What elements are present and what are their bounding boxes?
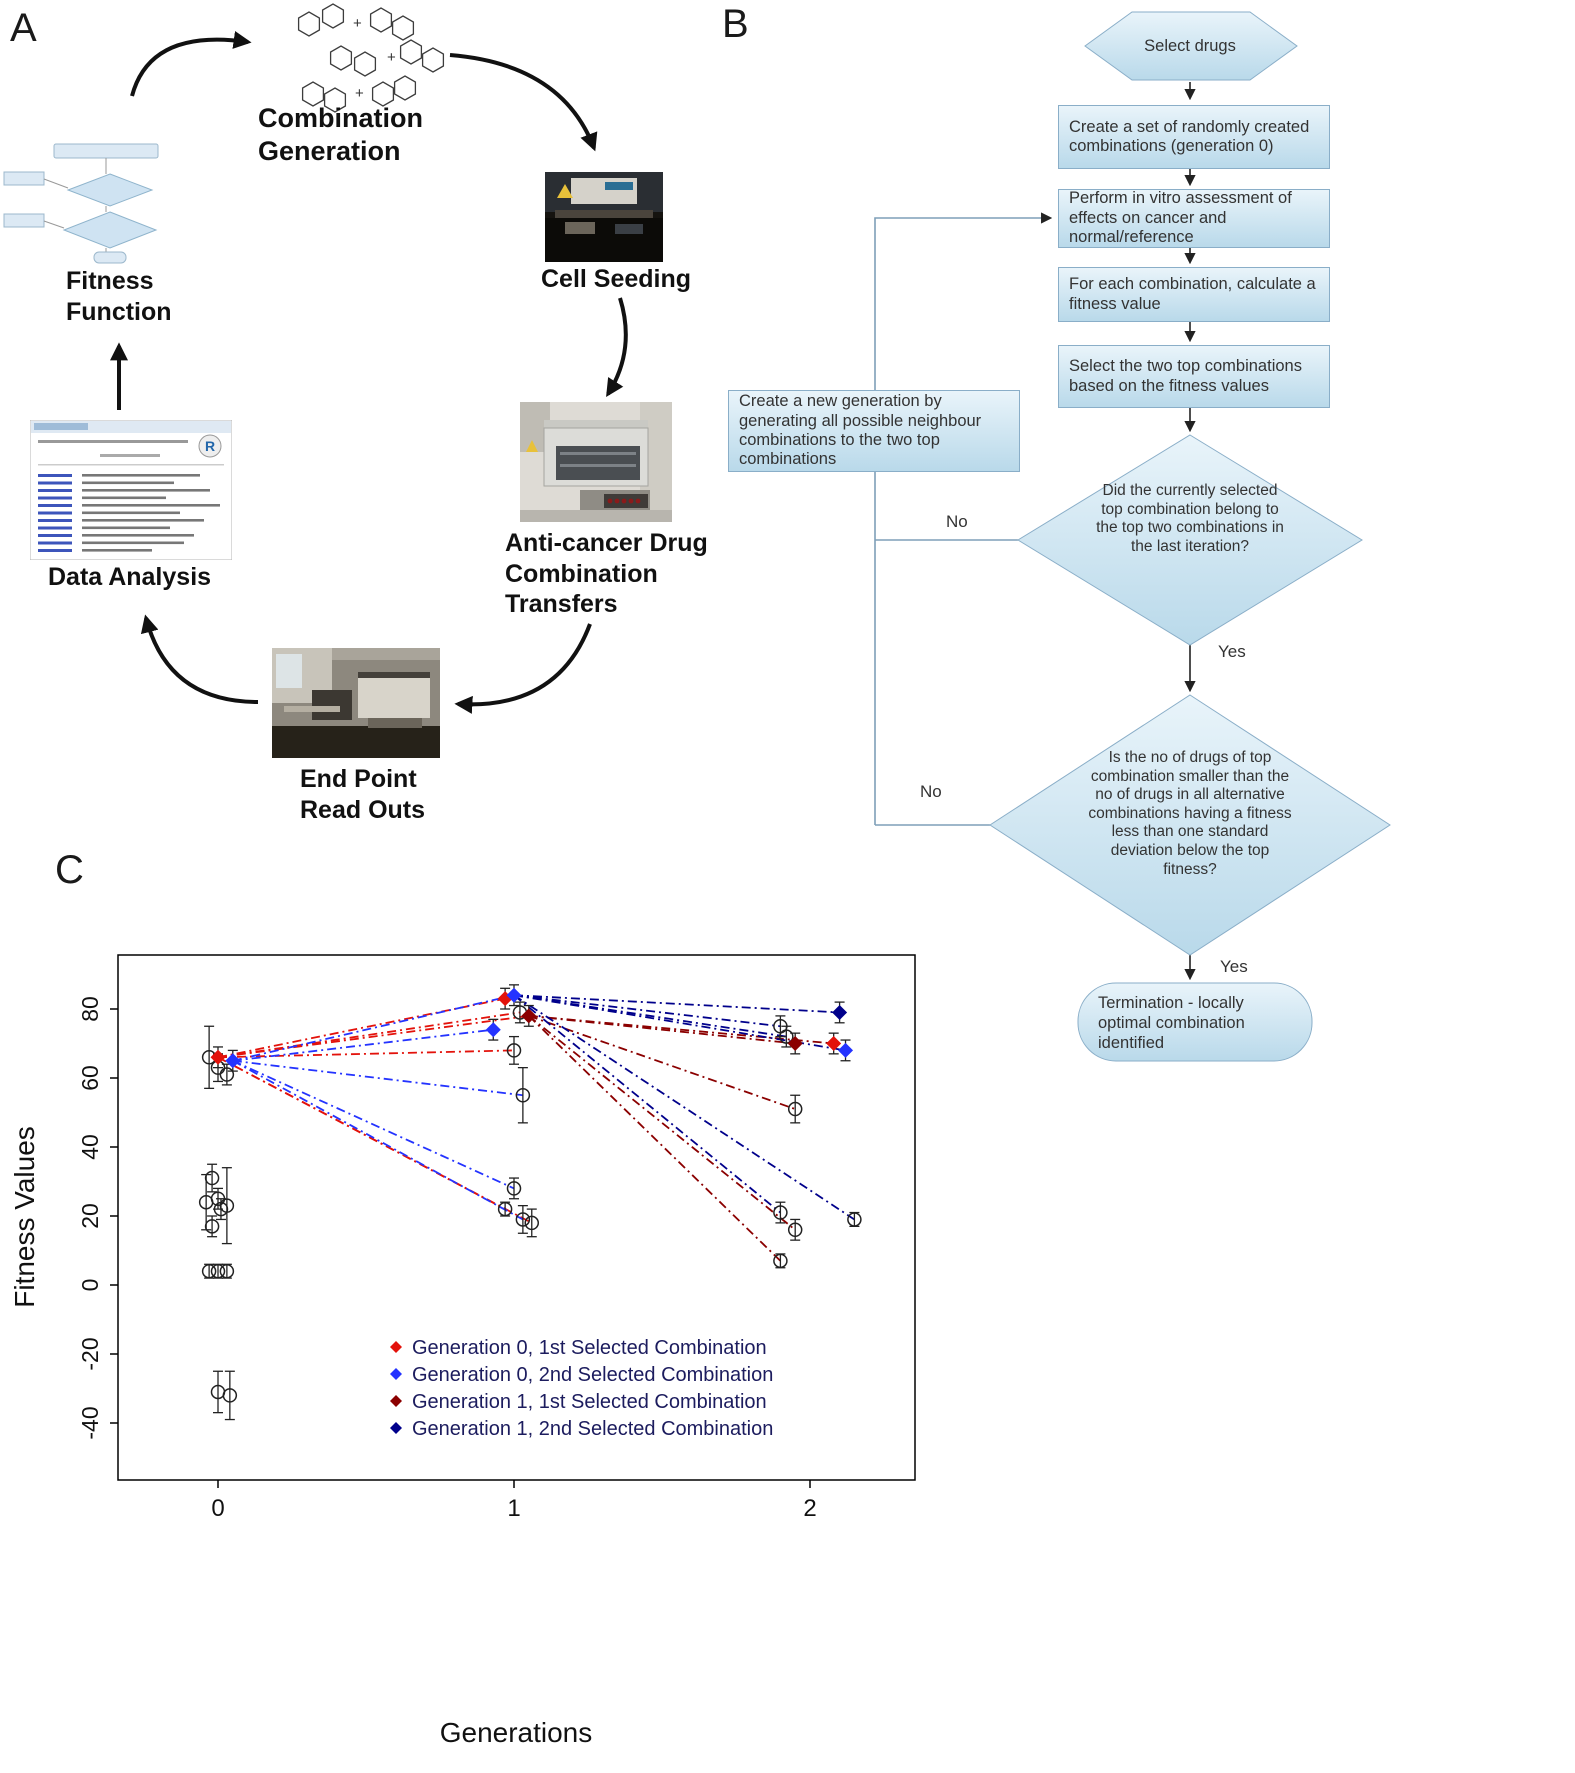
chemical-structures-image — [283, 2, 463, 114]
flow-step-new-generation — [728, 390, 1020, 472]
no-label-1: No — [946, 512, 968, 531]
flow-start-select-drugs: Select drugs — [1144, 37, 1236, 55]
svg-text:Generation 1, 2nd Selected Com: Generation 1, 2nd Selected Combination — [412, 1418, 774, 1440]
panel-c-label: C — [55, 848, 84, 892]
svg-text:Generation 0, 2nd Selected Com: Generation 0, 2nd Selected Combination — [412, 1364, 774, 1386]
svg-text:Generation 1, 1st Selected Com: Generation 1, 1st Selected Combination — [412, 1391, 767, 1413]
svg-text:40: 40 — [77, 1134, 103, 1160]
svg-text:Generations: Generations — [439, 1717, 593, 1748]
end-point-photo — [272, 648, 440, 758]
flow-step-select-top-two — [1058, 345, 1330, 408]
fitness-function-label: Fitness Function — [66, 267, 172, 326]
r-logo: R — [204, 438, 216, 454]
flow-step-create-random — [1058, 105, 1330, 169]
svg-text:80: 80 — [77, 996, 103, 1022]
panel-a-label: A — [10, 6, 37, 50]
svg-text:+: + — [355, 85, 364, 102]
svg-text:+: + — [387, 49, 396, 66]
yes-label-2: Yes — [1220, 957, 1248, 976]
data-analysis-label: Data Analysis — [48, 563, 212, 591]
flow-step-in-vitro-text: Perform in vitro assessment of effects on cancer and normal/reference — [1069, 189, 1292, 247]
svg-text:0: 0 — [77, 1278, 103, 1292]
flow-step-calc-fitness-text: For each combination, calculate a fitness value — [1069, 275, 1316, 313]
anticancer-transfers-label: Anti-cancer Drug Combination Transfers — [505, 529, 708, 618]
flow-step-calc-fitness — [1058, 267, 1330, 322]
flow-decision-no-drugs: Is the no of drugs of top combination smaller than the no of drugs in all alternative combinations having a fitness less than one standard deviation below the top fitness? — [1088, 749, 1292, 878]
fitness-function-thumbnail — [2, 138, 182, 264]
svg-text:-20: -20 — [77, 1337, 103, 1371]
svg-text:20: 20 — [77, 1203, 103, 1229]
no-label-2: No — [920, 782, 942, 801]
flow-step-new-generation-text: Create a new generation by generating all possible neighbour combinations to the two top combinations — [739, 392, 982, 469]
panel-b-label: B — [722, 2, 749, 46]
svg-text:-40: -40 — [77, 1406, 103, 1440]
flow-step-create-random-text: Create a set of randomly created combinations (generation 0) — [1069, 117, 1310, 155]
svg-text:60: 60 — [77, 1065, 103, 1091]
svg-text:0: 0 — [211, 1495, 225, 1522]
combination-generation-label: Combination Generation — [258, 103, 423, 166]
yes-label-1: Yes — [1218, 642, 1246, 661]
flow-step-select-top-two-text: Select the two top combinations based on the fitness values — [1069, 357, 1302, 395]
flow-termination: Termination - locally optimal combination identified — [1098, 994, 1245, 1052]
svg-text:+: + — [353, 15, 362, 32]
cell-seeding-photo — [545, 172, 663, 262]
svg-text:1: 1 — [507, 1495, 521, 1522]
cell-seeding-label: Cell Seeding — [541, 265, 692, 293]
anticancer-transfer-photo — [520, 402, 672, 522]
svg-text:Generation 0, 1st Selected Com: Generation 0, 1st Selected Combination — [412, 1337, 767, 1359]
flow-decision-top-belong: Did the currently selected top combination belong to the top two combinations in the last iteration? — [1096, 482, 1284, 555]
end-point-label: End Point Read Outs — [300, 765, 426, 824]
svg-text:2: 2 — [803, 1495, 817, 1522]
fitness-chart — [0, 930, 980, 1773]
data-analysis-screenshot — [30, 420, 232, 560]
svg-text:Fitness Values: Fitness Values — [9, 1126, 40, 1308]
flow-step-in-vitro — [1058, 189, 1330, 248]
